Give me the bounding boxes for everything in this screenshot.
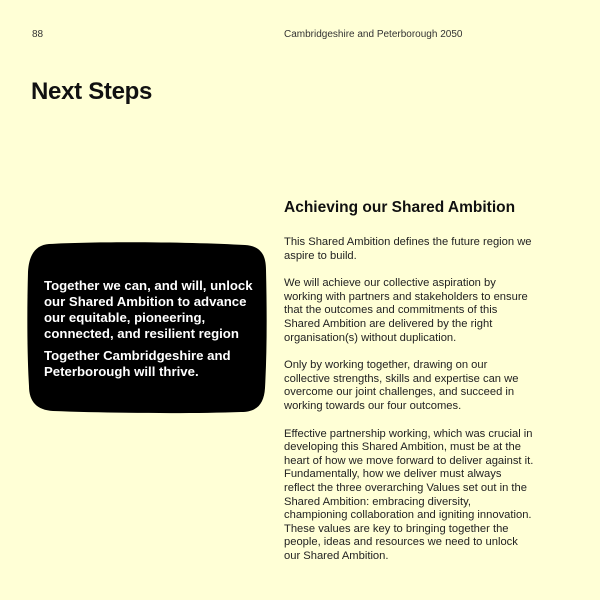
callout-paragraph: Together Cambridgeshire and Peterborough will thrive. [44,348,231,379]
callout-box [27,242,267,414]
running-title: Cambridgeshire and Peterborough 2050 [284,29,463,40]
body-paragraph: This Shared Ambition defines the future region we aspire to build. [284,236,532,262]
page-title: Next Steps [31,78,153,105]
body-paragraph: We will achieve our collective aspiration by working with partners and stakeholders to ensure that the outcomes and commitments of this Shared Ambition are delivered by the right organisation(s) without duplication. [284,277,528,344]
body-text [284,236,534,577]
callout-paragraph: Together we can, and will, unlock our Shared Ambition to advance our equitable, pioneering, connected, and resilient region [44,278,253,341]
callout-text [44,278,259,380]
section-heading: Achieving our Shared Ambition [284,199,516,216]
page-number: 88 [32,29,44,40]
body-paragraph: Effective partnership working, which was crucial in developing this Shared Ambition, must be at the heart of how we move forward to deliver against it. Fundamentally, how we deliver must always reflect the three overarching Values set out in the Shared Ambition: embracing diversity, championing collaboration and igniting innovation. These values are key to bringing together the people, ideas and resources we need to unlock our Shared Ambition. [284,427,534,562]
body-paragraph: Only by working together, drawing on our collective strengths, skills and expertise can we overcome our joint challenges, and succeed in working towards our four outcomes. [284,359,519,412]
